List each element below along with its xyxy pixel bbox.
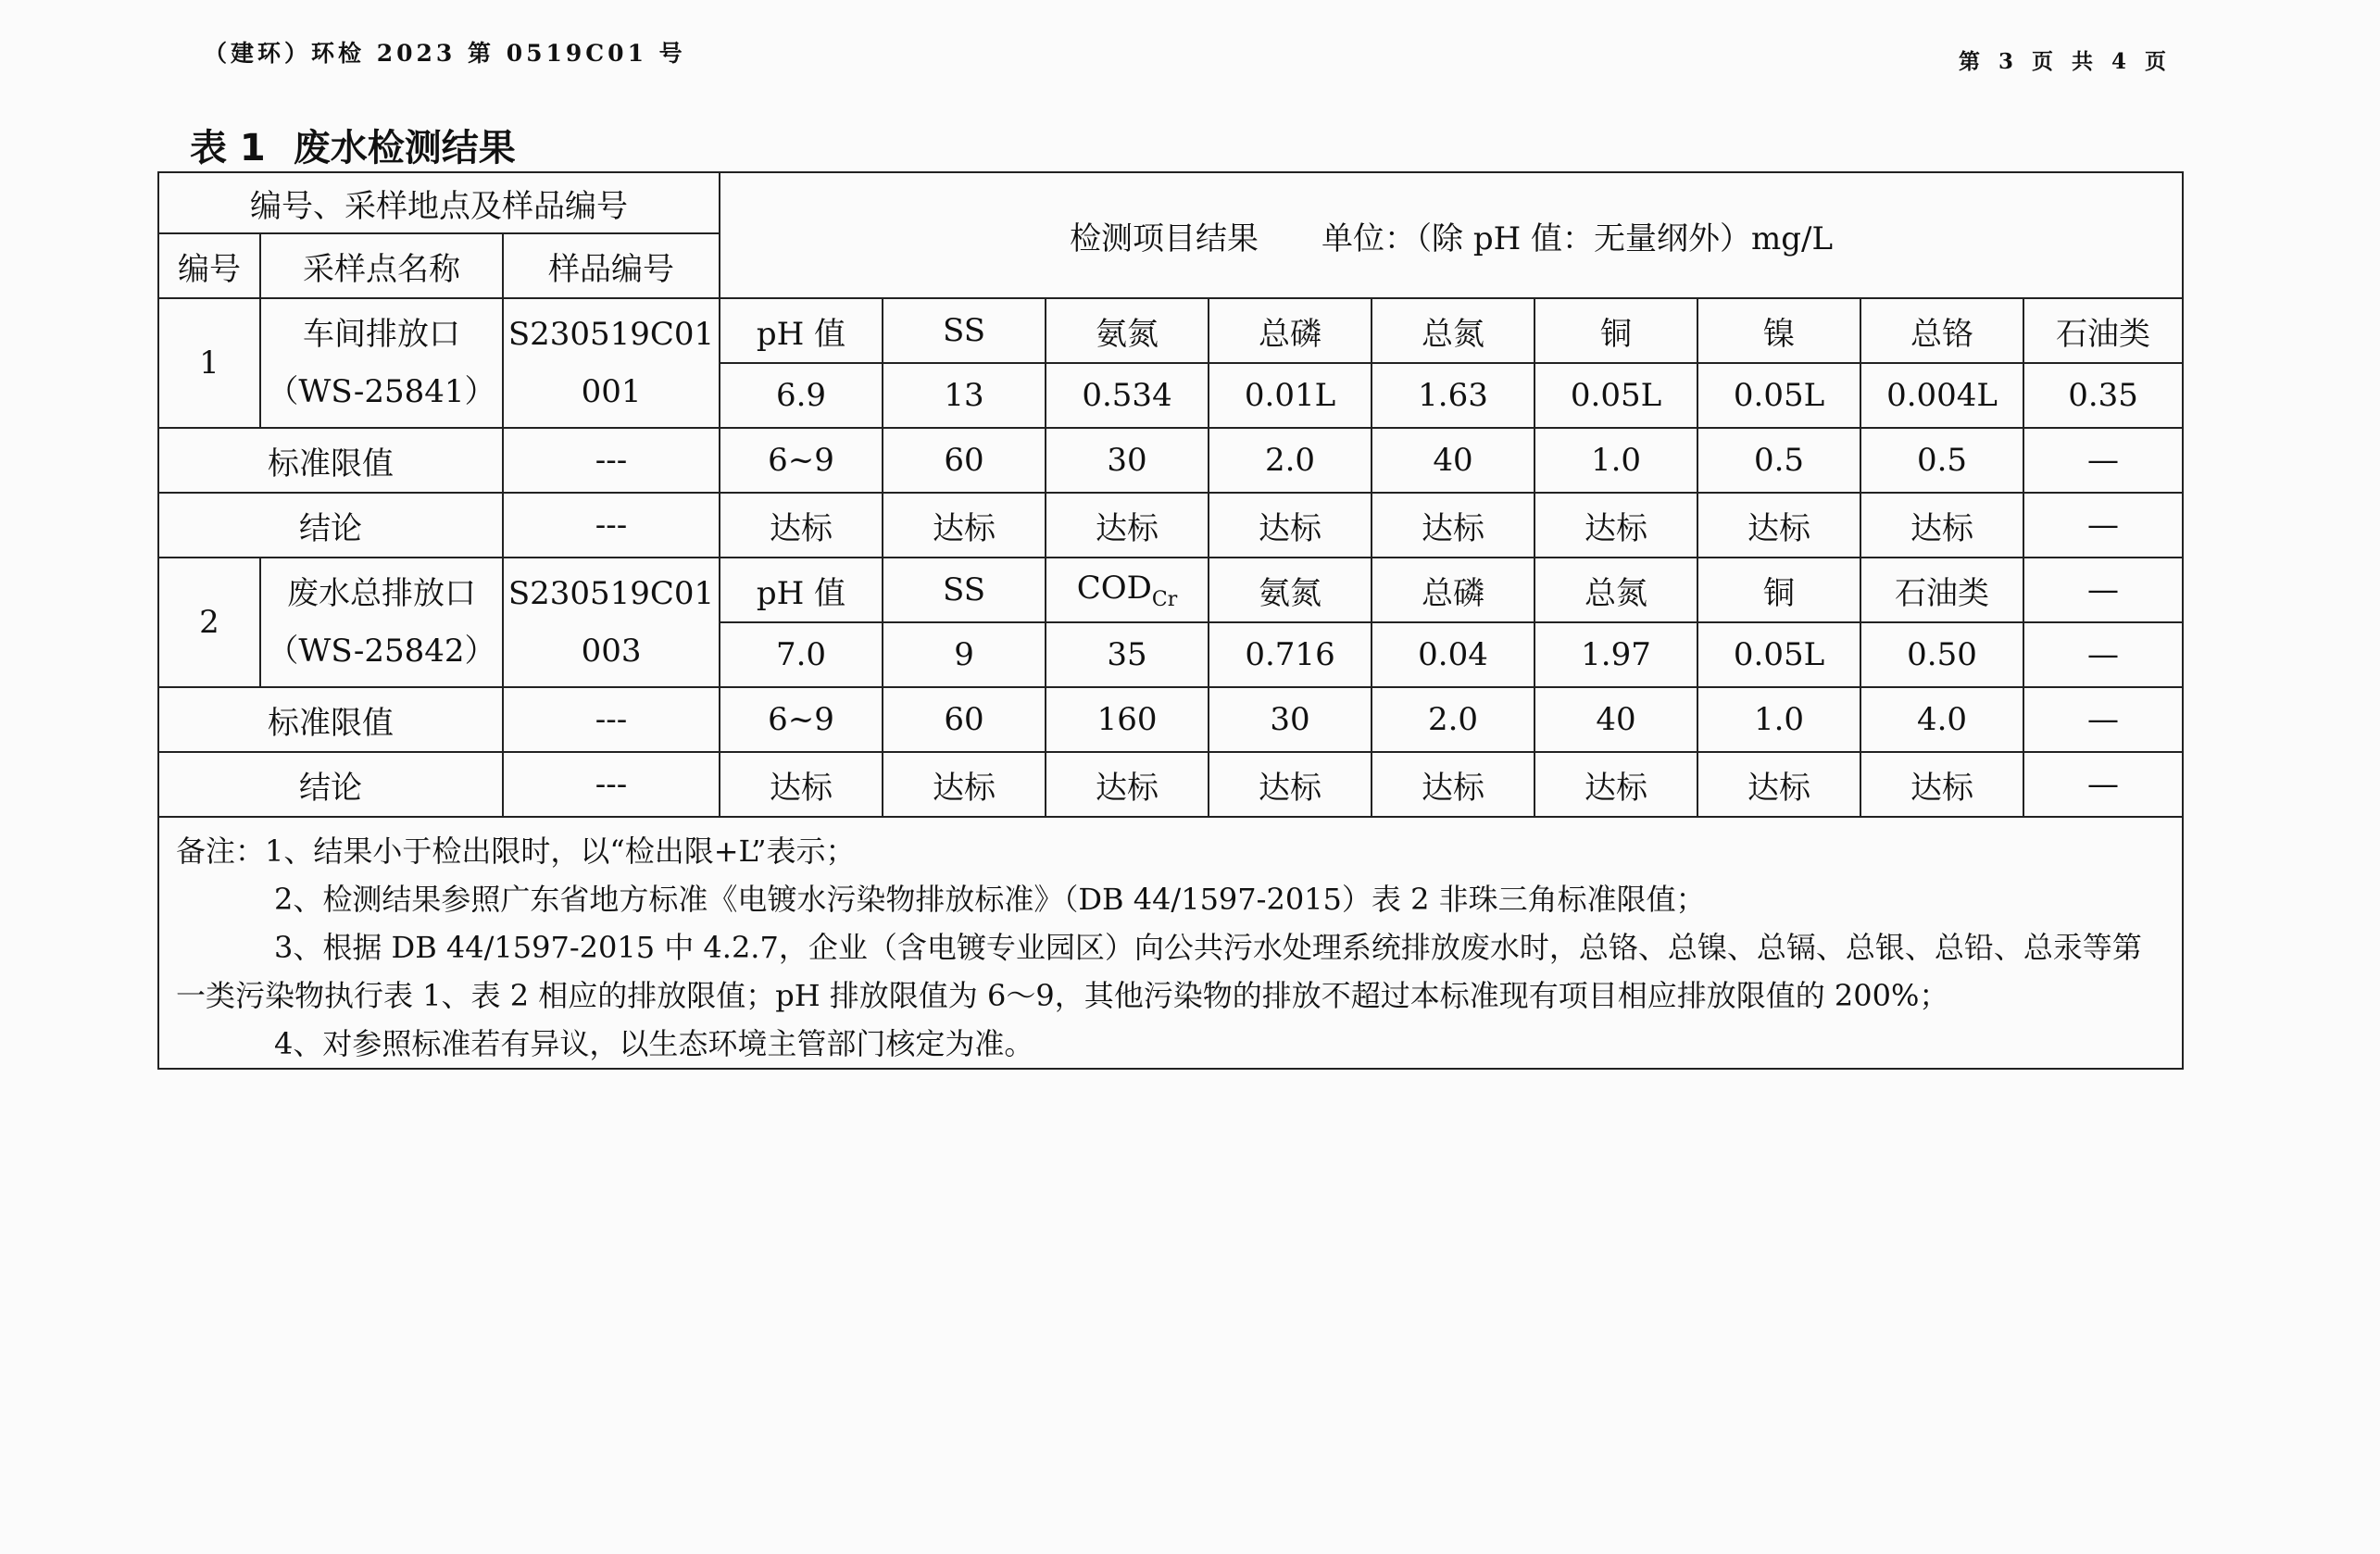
site-2-name	[260, 558, 503, 687]
site-2-conclusion-sample: ---	[503, 752, 720, 817]
item-cell: 氨氮	[1209, 558, 1372, 622]
note-4: 4、对参照标准若有异议，以生态环境主管部门核定为准。	[274, 1026, 1034, 1061]
result-cell: 0.05L	[1697, 363, 1860, 428]
conclusion-cell: 达标	[1697, 493, 1860, 558]
col-header-sample: 样品编号	[503, 233, 720, 298]
conclusion-cell: 达标	[1046, 493, 1209, 558]
item-cell: 总氮	[1534, 558, 1697, 622]
conclusion-cell: 达标	[883, 752, 1046, 817]
item-cell: pH 值	[720, 298, 883, 363]
limit-cell: —	[2023, 428, 2183, 493]
site-2-conclusion-label: 结论	[158, 752, 503, 817]
limit-cell: 1.0	[1534, 428, 1697, 493]
item-cell: SS	[883, 298, 1046, 363]
item-cell: —	[2023, 558, 2183, 622]
site-1-name-text: 车间排放口	[303, 316, 460, 353]
limit-cell: 40	[1372, 428, 1534, 493]
limit-cell: 40	[1534, 687, 1697, 752]
limit-cell: 60	[883, 428, 1046, 493]
site-2-code: （WS-25842）	[267, 633, 496, 670]
result-cell: —	[2023, 622, 2183, 687]
site-2-sample-a: S230519C01	[507, 575, 715, 612]
item-cell-cod: $COD_{Cr}$	[1046, 558, 1209, 622]
result-cell: 13	[883, 363, 1046, 428]
note-1: 备注：1、结果小于检出限时，以“检出限+L”表示；	[176, 833, 856, 869]
conclusion-cell: 达标	[1372, 493, 1534, 558]
site-2-standard-label: 标准限值	[158, 687, 503, 752]
conclusion-cell: 达标	[1697, 752, 1860, 817]
report-number: （建环）环检 2023 第 0519C01 号	[204, 40, 686, 67]
notes-cell	[158, 817, 2183, 1069]
result-cell: 0.05L	[1697, 622, 1860, 687]
conclusion-cell: 达标	[1209, 752, 1372, 817]
limit-cell: 6~9	[720, 428, 883, 493]
result-cell: 0.05L	[1534, 363, 1697, 428]
note-3: 3、根据 DB 44/1597-2015 中 4.2.7，企业（含电镀专业园区）向公共污水处理系统排放废水时，总铬、总镍、总镉、总银、总铅、总汞等第一类污染物执行表 1、表 2 相应的排放限值；pH 排放限值为 6～9，其他污染物的排放不超过本标准现有项目相应排放限值的 200%；	[176, 930, 2142, 1013]
result-cell: 6.9	[720, 363, 883, 428]
conclusion-cell: 达标	[1534, 493, 1697, 558]
site-2-name-text: 废水总排放口	[287, 575, 476, 612]
item-cell: 石油类	[1860, 558, 2023, 622]
table-name: 废水检测结果	[293, 127, 516, 169]
site-1-standard-label: 标准限值	[158, 428, 503, 493]
result-cell: 1.63	[1372, 363, 1534, 428]
result-cell: 0.004L	[1860, 363, 2023, 428]
limit-cell: 0.5	[1860, 428, 2023, 493]
site-1-conclusion-sample: ---	[503, 493, 720, 558]
item-cell: 总磷	[1372, 558, 1534, 622]
result-cell: 35	[1046, 622, 1209, 687]
site-2-standard-sample: ---	[503, 687, 720, 752]
conclusion-cell: 达标	[1209, 493, 1372, 558]
site-2-sample-b: 003	[581, 633, 642, 670]
item-cell: 石油类	[2023, 298, 2183, 363]
item-cell: 铜	[1534, 298, 1697, 363]
limit-cell: 0.5	[1697, 428, 1860, 493]
result-cell: 9	[883, 622, 1046, 687]
wastewater-results-table	[157, 171, 2184, 1070]
limit-cell: 30	[1046, 428, 1209, 493]
site-1-conclusion-label: 结论	[158, 493, 503, 558]
item-cell: 氨氮	[1046, 298, 1209, 363]
limit-cell: 1.0	[1697, 687, 1860, 752]
limit-cell: 2.0	[1372, 687, 1534, 752]
conclusion-cell: 达标	[1534, 752, 1697, 817]
result-cell: 0.35	[2023, 363, 2183, 428]
result-cell: 0.716	[1209, 622, 1372, 687]
result-header: 检测项目结果 单位：（除 pH 值：无量纲外）mg/L	[720, 172, 2183, 298]
site-1-sample-a: S230519C01	[507, 316, 715, 353]
conclusion-cell: —	[2023, 493, 2183, 558]
table-title	[190, 119, 516, 171]
site-1-name	[260, 298, 503, 428]
col-header-no: 编号	[158, 233, 260, 298]
result-cell: 1.97	[1534, 622, 1697, 687]
limit-cell: —	[2023, 687, 2183, 752]
item-cell: pH 值	[720, 558, 883, 622]
conclusion-cell: —	[2023, 752, 2183, 817]
item-cell: 铜	[1697, 558, 1860, 622]
limit-cell: 4.0	[1860, 687, 2023, 752]
col-header-site: 采样点名称	[260, 233, 503, 298]
site-1-no: 1	[158, 298, 260, 428]
limit-cell: 30	[1209, 687, 1372, 752]
item-cell: SS	[883, 558, 1046, 622]
result-cell: 0.04	[1372, 622, 1534, 687]
item-cell: 镍	[1697, 298, 1860, 363]
result-cell: 0.01L	[1209, 363, 1372, 428]
table-label: 表 1	[190, 127, 266, 169]
group-header: 编号、采样地点及样品编号	[158, 172, 720, 233]
limit-cell: 60	[883, 687, 1046, 752]
item-cell: 总氮	[1372, 298, 1534, 363]
site-1-sample-b: 001	[581, 373, 642, 410]
site-1-code: （WS-25841）	[267, 373, 496, 410]
limit-cell: 2.0	[1209, 428, 1372, 493]
note-2: 2、检测结果参照广东省地方标准《电镀水污染物排放标准》（DB 44/1597-2015）表 2 非珠三角标准限值；	[274, 882, 1706, 917]
conclusion-cell: 达标	[1046, 752, 1209, 817]
conclusion-cell: 达标	[720, 493, 883, 558]
result-cell: 0.534	[1046, 363, 1209, 428]
site-1-standard-sample: ---	[503, 428, 720, 493]
conclusion-cell: 达标	[720, 752, 883, 817]
result-cell: 0.50	[1860, 622, 2023, 687]
conclusion-cell: 达标	[883, 493, 1046, 558]
site-1-sample	[503, 298, 720, 428]
page-info: 第 3 页 共 4 页	[1959, 49, 2173, 74]
limit-cell: 160	[1046, 687, 1209, 752]
result-cell: 7.0	[720, 622, 883, 687]
conclusion-cell: 达标	[1860, 493, 2023, 558]
site-2-sample	[503, 558, 720, 687]
item-cell: 总磷	[1209, 298, 1372, 363]
cod-subscript: Cr	[1151, 587, 1178, 611]
conclusion-cell: 达标	[1860, 752, 2023, 817]
limit-cell: 6~9	[720, 687, 883, 752]
site-2-no: 2	[158, 558, 260, 687]
conclusion-cell: 达标	[1372, 752, 1534, 817]
item-cell: 总铬	[1860, 298, 2023, 363]
